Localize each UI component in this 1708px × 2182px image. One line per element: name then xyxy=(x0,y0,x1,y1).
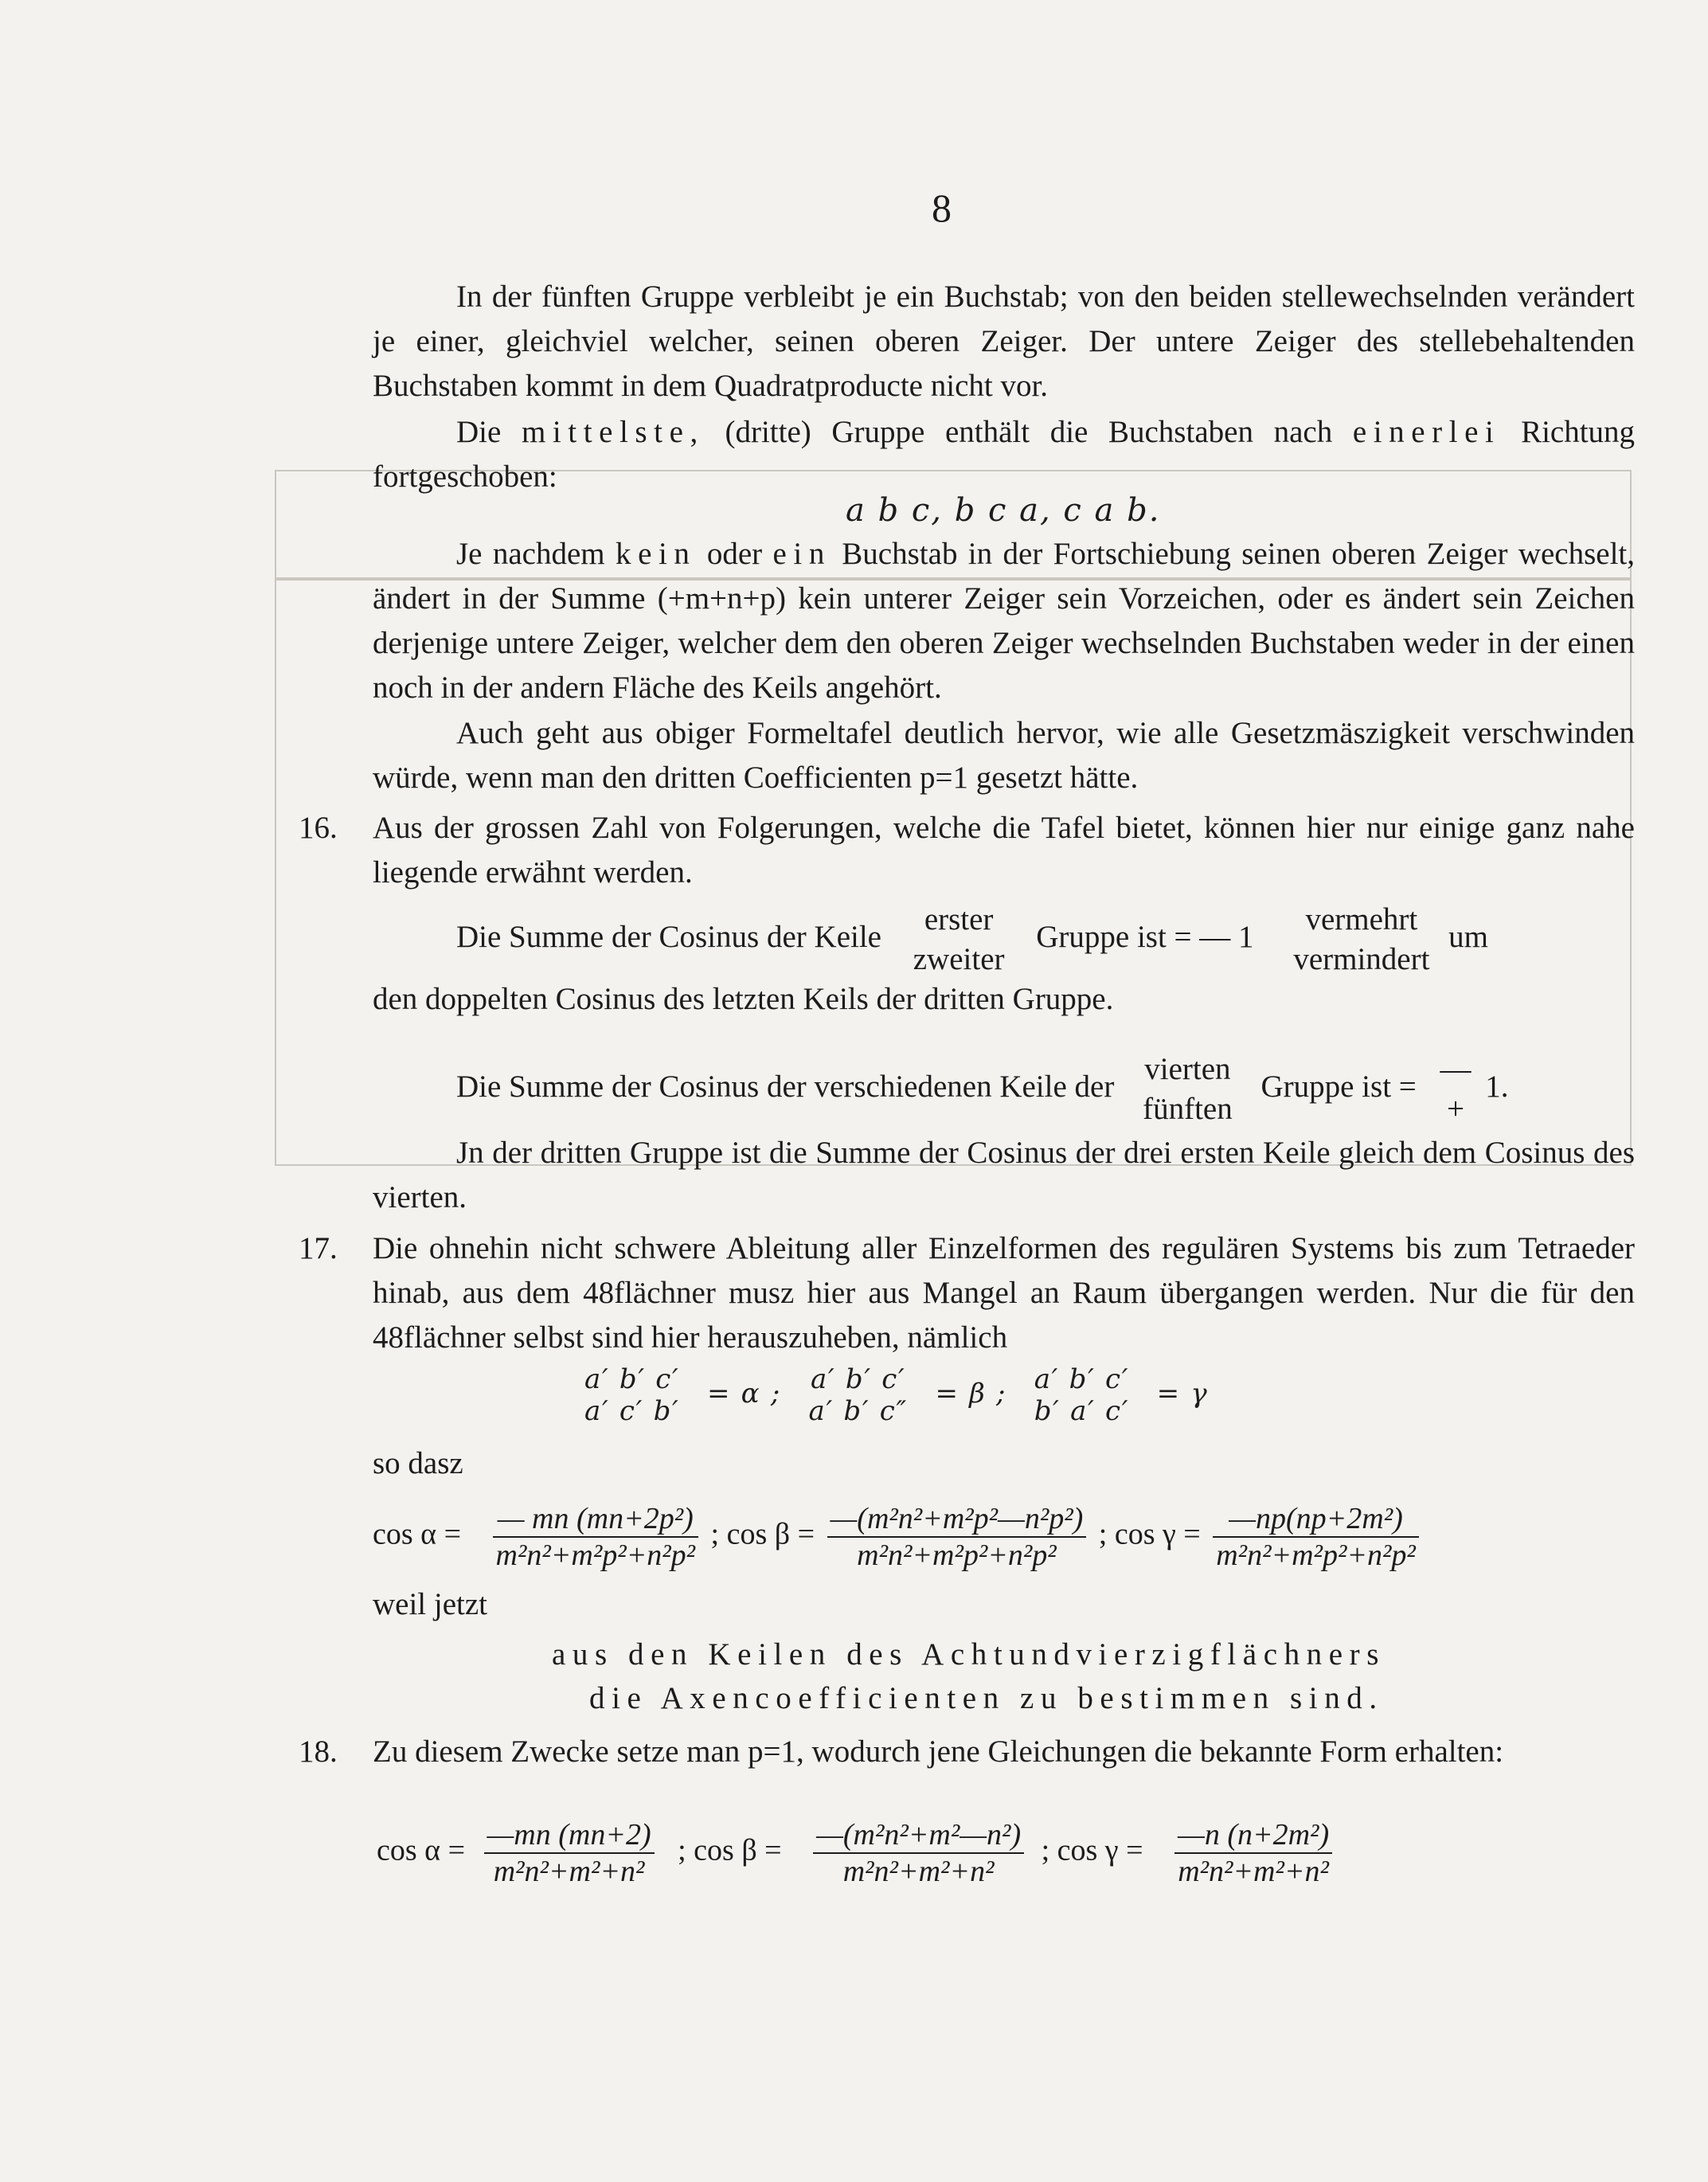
stack-top: — xyxy=(1440,1052,1472,1086)
group-choice-stack xyxy=(913,900,1005,980)
text-fragment: (dritte) Gruppe enthält die Buchstaben nach xyxy=(725,415,1333,449)
text-fragment: Buchstab in der Fortschiebung seinen oberen Zeiger wechselt, ändert in der Summe (+m+n+p) kein unterer Zeiger sein Vorzeichen, oder es ändert sein Zeichen derjenige untere Zeiger, welcher dem den oberen Zeiger wechselnden Buchstaben weder in der einen noch in der andern Fläche des Keils angehört. xyxy=(373,537,1636,705)
stack-top: erster xyxy=(924,902,994,937)
sign-stack xyxy=(1440,1050,1472,1129)
section-number: 18. xyxy=(299,1734,338,1769)
stack-bottom: + xyxy=(1447,1092,1465,1126)
section-17-text: Die ohnehin nicht schwere Ableitung aller Einzelformen des regulären Systems bis zum Tetraeder hinab, aus dem 48flächner musz hier aus Mangel an Raum übergangen werden. Nur die für den 48flächner selbst sind hier herauszuheben, nämlich xyxy=(373,1231,1635,1355)
cos-beta-label: ; cos β = xyxy=(678,1833,782,1867)
wedge-numerator: a′ b′ c′ xyxy=(811,1363,906,1395)
fraction-numerator: — mn (mn+2p²) xyxy=(493,1501,699,1538)
letter-permutations: a b c, b c a, c a b. xyxy=(846,492,1161,529)
sum-statement-continuation: den doppelten Cosinus des letzten Keils der dritten Gruppe. xyxy=(373,982,1114,1016)
paragraph-formula-table-text: Auch geht aus obiger Formeltafel deutlich hervor, wie alle Gesetzmäszigkeit verschwinden würde, wenn man den dritten Coefficienten p=1 gesetzt hätte. xyxy=(373,716,1635,795)
spaced-word-einerlei: einerlei xyxy=(1352,415,1501,449)
wedge-beta xyxy=(806,1363,911,1427)
wedge-numerator: a′ b′ c′ xyxy=(584,1363,680,1395)
stack-bottom: zweiter xyxy=(913,942,1005,976)
cosine-formulas-general xyxy=(373,1501,1419,1573)
paragraph-formula-table xyxy=(373,711,1635,800)
cos-gamma-label: ; cos γ = xyxy=(1098,1517,1201,1551)
cos-beta-fraction xyxy=(827,1501,1087,1573)
cos-alpha-label: cos α = xyxy=(373,1517,461,1551)
wedge-numerator: a′ b′ c′ xyxy=(1034,1363,1130,1395)
stack-top: vermehrt xyxy=(1305,902,1418,937)
section-17 xyxy=(299,1226,1635,1360)
sum-statement-first-second xyxy=(456,900,1488,980)
text-fragment: Je nachdem xyxy=(456,537,605,571)
cos-beta-fraction xyxy=(813,1817,1024,1889)
wedge-equals: = α ; xyxy=(706,1378,781,1410)
cos-gamma-fraction xyxy=(1174,1817,1332,1889)
text-fragment: um xyxy=(1448,919,1489,954)
page-number: 8 xyxy=(932,186,952,230)
text-fragment: Richtung fortgeschoben: xyxy=(373,415,1636,494)
paragraph-fifth-group xyxy=(373,275,1635,409)
text-fragment: Gruppe ist = — 1 xyxy=(1036,919,1254,954)
wedge-denominator: a′ c′ b′ xyxy=(584,1395,680,1427)
cosine-formulas-p-one xyxy=(377,1817,1332,1889)
paragraph-third-group-sum xyxy=(373,1131,1635,1220)
stack-top: vierten xyxy=(1144,1052,1231,1086)
fraction-denominator: m²n²+m²p²+n²p² xyxy=(857,1539,1057,1572)
fraction-numerator: —(m²n²+m²p²—n²p²) xyxy=(827,1501,1087,1538)
cos-alpha-fraction xyxy=(484,1817,655,1889)
wedge-alpha xyxy=(581,1363,682,1427)
cos-alpha-label: cos α = xyxy=(377,1833,465,1867)
fraction-denominator: m²n²+m²+n² xyxy=(1178,1855,1329,1888)
spaced-word-mittelste: mittelste, xyxy=(521,415,705,449)
section-18 xyxy=(299,1730,1635,1774)
section-16-text: Aus der grossen Zahl von Folgerungen, welche die Tafel bietet, können hier nur einige ganz nahe liegende erwähnt werden. xyxy=(373,811,1635,890)
text-fragment: Die xyxy=(456,415,502,449)
text-fragment: oder xyxy=(706,537,763,571)
weil-jetzt: weil jetzt xyxy=(373,1587,488,1621)
fraction-numerator: —mn (mn+2) xyxy=(484,1817,655,1854)
section-number: 17. xyxy=(299,1231,338,1265)
fraction-numerator: —n (n+2m²) xyxy=(1174,1817,1332,1854)
wedge-denominator: b′ a′ c′ xyxy=(1034,1395,1130,1427)
cos-gamma-label: ; cos γ = xyxy=(1041,1833,1143,1867)
sum-statement-fourth-fifth xyxy=(456,1050,1509,1129)
cos-alpha-fraction xyxy=(493,1501,699,1573)
stack-bottom: fünften xyxy=(1143,1092,1233,1126)
fraction-denominator: m²n²+m²p²+n²p² xyxy=(495,1539,696,1572)
fraction-numerator: —np(np+2m²) xyxy=(1213,1501,1419,1538)
text-fragment: Gruppe ist = xyxy=(1260,1069,1417,1104)
wedge-definitions xyxy=(581,1363,1208,1427)
cos-beta-label: ; cos β = xyxy=(710,1517,815,1551)
stack-bottom: vermindert xyxy=(1293,942,1430,976)
wedge-gamma xyxy=(1031,1363,1132,1427)
paragraph-middle-group xyxy=(373,410,1635,499)
spaced-statement-line-1: aus den Keilen des Achtundvierzigflächners xyxy=(552,1637,1386,1672)
cos-gamma-fraction xyxy=(1213,1501,1419,1573)
group-choice-stack xyxy=(1143,1050,1233,1129)
fraction-numerator: —(m²n²+m²—n²) xyxy=(813,1817,1024,1854)
text-fragment: Die Summe der Cosinus der verschiedenen Keile der xyxy=(456,1069,1115,1104)
paragraph-fifth-group-text: In der fünften Gruppe verbleibt je ein Buchstab; von den beiden stellewechselnden verändert je einer, gleichviel welcher, seinen oberen Zeiger. Der untere Zeiger des stellebehaltenden Buchstaben kommt in dem Quadratproducte nicht vor. xyxy=(373,280,1635,403)
section-number: 16. xyxy=(299,811,338,845)
so-dasz: so dasz xyxy=(373,1446,463,1480)
spaced-word-ein: ein xyxy=(772,537,831,571)
wedge-equals: = γ xyxy=(1156,1378,1209,1410)
spaced-statement-line-2: die Axencoefficienten zu bestimmen sind. xyxy=(589,1681,1384,1715)
section-18-text: Zu diesem Zwecke setze man p=1, wodurch jene Gleichungen die bekannte Form erhalten: xyxy=(373,1734,1504,1769)
wedge-denominator: a′ b′ c″ xyxy=(808,1395,908,1427)
paragraph-upper-index-change xyxy=(373,532,1635,710)
spaced-word-kein: kein xyxy=(616,537,697,571)
wedge-equals: = β ; xyxy=(935,1378,1007,1410)
paragraph-third-group-sum-text: Jn der dritten Gruppe ist die Summe der Cosinus der drei ersten Keile gleich dem Cosinus des vierten. xyxy=(373,1136,1635,1214)
fraction-denominator: m²n²+m²+n² xyxy=(842,1855,995,1888)
text-fragment: 1. xyxy=(1485,1069,1509,1104)
section-16 xyxy=(299,806,1635,895)
change-choice-stack xyxy=(1293,900,1429,980)
fraction-denominator: m²n²+m²p²+n²p² xyxy=(1216,1539,1416,1572)
fraction-denominator: m²n²+m²+n² xyxy=(493,1855,645,1888)
text-fragment: Die Summe der Cosinus der Keile xyxy=(456,919,881,954)
